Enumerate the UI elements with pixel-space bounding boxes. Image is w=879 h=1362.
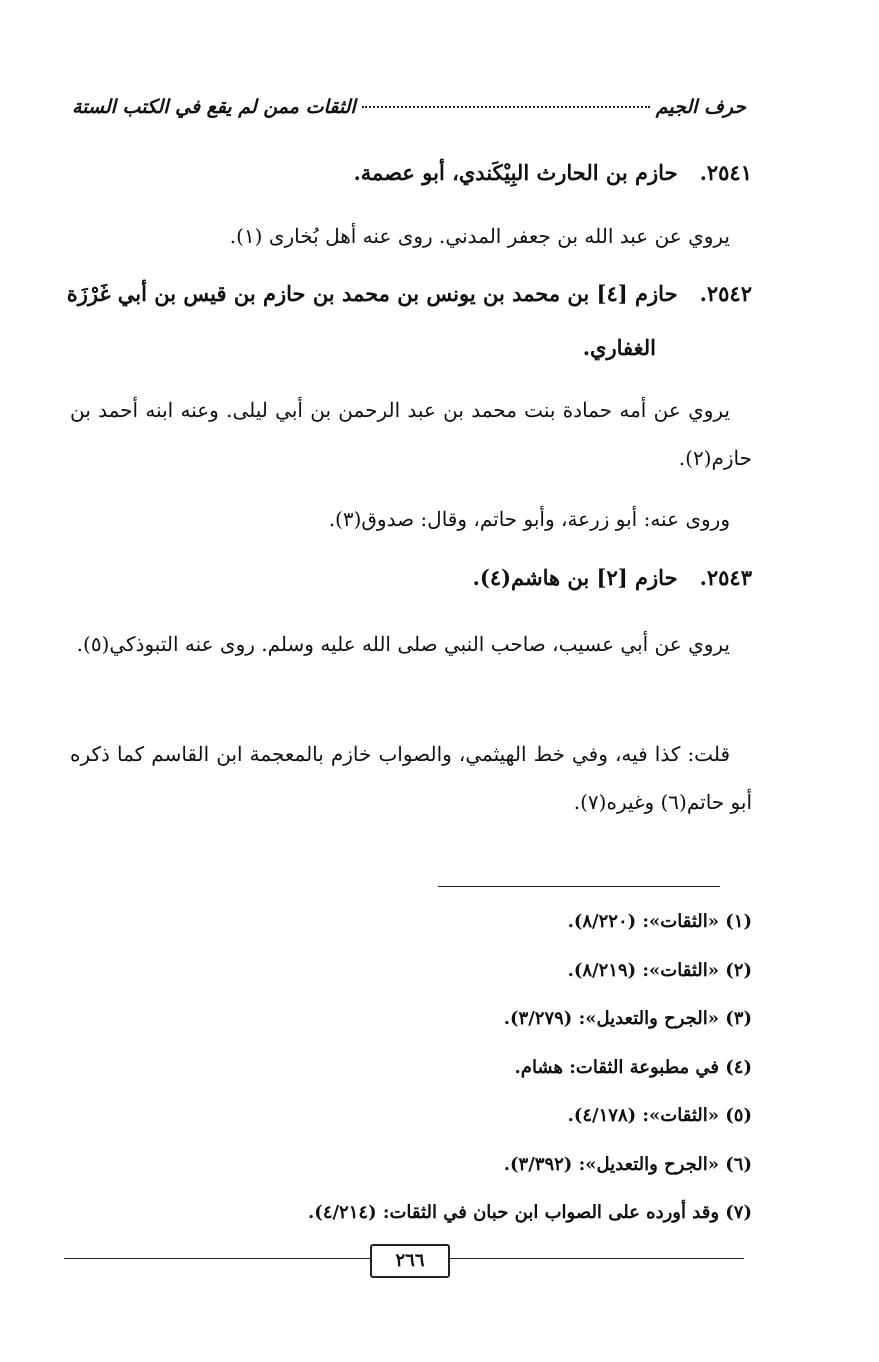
entry-title-2542-continued: الغفاري. [582, 335, 656, 360]
footnote-item: (٢) «الثقات»: (٨/٢١٩). [567, 959, 752, 981]
book-page [66, 0, 752, 1362]
entry-title-2543 [473, 550, 752, 606]
header-book-title: الثقات ممن لم يقع في الكتب الستة [72, 96, 356, 118]
entry-2541-paragraph: يروي عن عبد الله بن جعفر المدني. روى عنه أهل بُخارى (١). [229, 224, 730, 248]
page-footer-rule-right [446, 1258, 744, 1259]
page-footer-rule-left [64, 1258, 370, 1259]
page-number: ٢٦٦ [370, 1244, 450, 1278]
footnotes-list [70, 898, 752, 1238]
entry-name: حازم [٤] بن محمد بن يونس بن محمد بن حازم بن قيس بن أبي غَرْزَة [66, 281, 678, 306]
entry-title-2542 [67, 266, 752, 322]
footnote-item: (٣) «الجرح والتعديل»: (٣/٢٧٩). [503, 1008, 752, 1029]
entry-2542-paragraph-2: وروى عنه: أبو زرعة، وأبو حاتم، وقال: صدوق(٣). [328, 507, 730, 531]
running-header [72, 96, 746, 118]
header-dot-leader [362, 106, 650, 108]
entry-2542-paragraph-1: يروي عن أمه حمادة بنت محمد بن عبد الرحمن بن أبي ليلى. وعنه ابنه أحمد بن حازم(٢). [70, 398, 752, 470]
entry-title-2541 [353, 145, 752, 201]
footnote-item: (١) «الثقات»: (٨/٢٢٠). [567, 911, 752, 932]
entry-2543-paragraph-1: يروي عن أبي عسيب، صاحب النبي صلى الله عليه وسلم. روى عنه التبوذكي(٥). [76, 632, 730, 656]
entry-2543-paragraph-2: قلت: كذا فيه، وفي خط الهيثمي، والصواب خازم بالمعجمة ابن القاسم كما ذكره أبو حاتم(٦) وغيره(٧). [70, 742, 752, 814]
footnote-item: (٤) في مطبوعة الثقات: هشام. [514, 1056, 752, 1078]
footnote-item: (٧) وقد أورده على الصواب ابن حبان في الثقات: (٤/٢١٤). [308, 1202, 752, 1223]
entry-name: حازم بن الحارث البِيْكَندي، أبو عصمة. [353, 160, 678, 185]
footnote-item: (٦) «الجرح والتعديل»: (٣/٣٩٢). [503, 1153, 752, 1175]
entry-number: ٢٥٤٢. [699, 281, 752, 306]
footnote-separator [438, 886, 720, 887]
header-section: حرف الجيم [655, 96, 746, 118]
entry-number: ٢٥٤١. [699, 160, 752, 185]
entry-number: ٢٥٤٣. [699, 565, 752, 590]
entry-name: حازم [٢] بن هاشم(٤). [472, 565, 678, 590]
footnote-item: (٥) «الثقات»: (٤/١٧٨). [567, 1105, 752, 1126]
